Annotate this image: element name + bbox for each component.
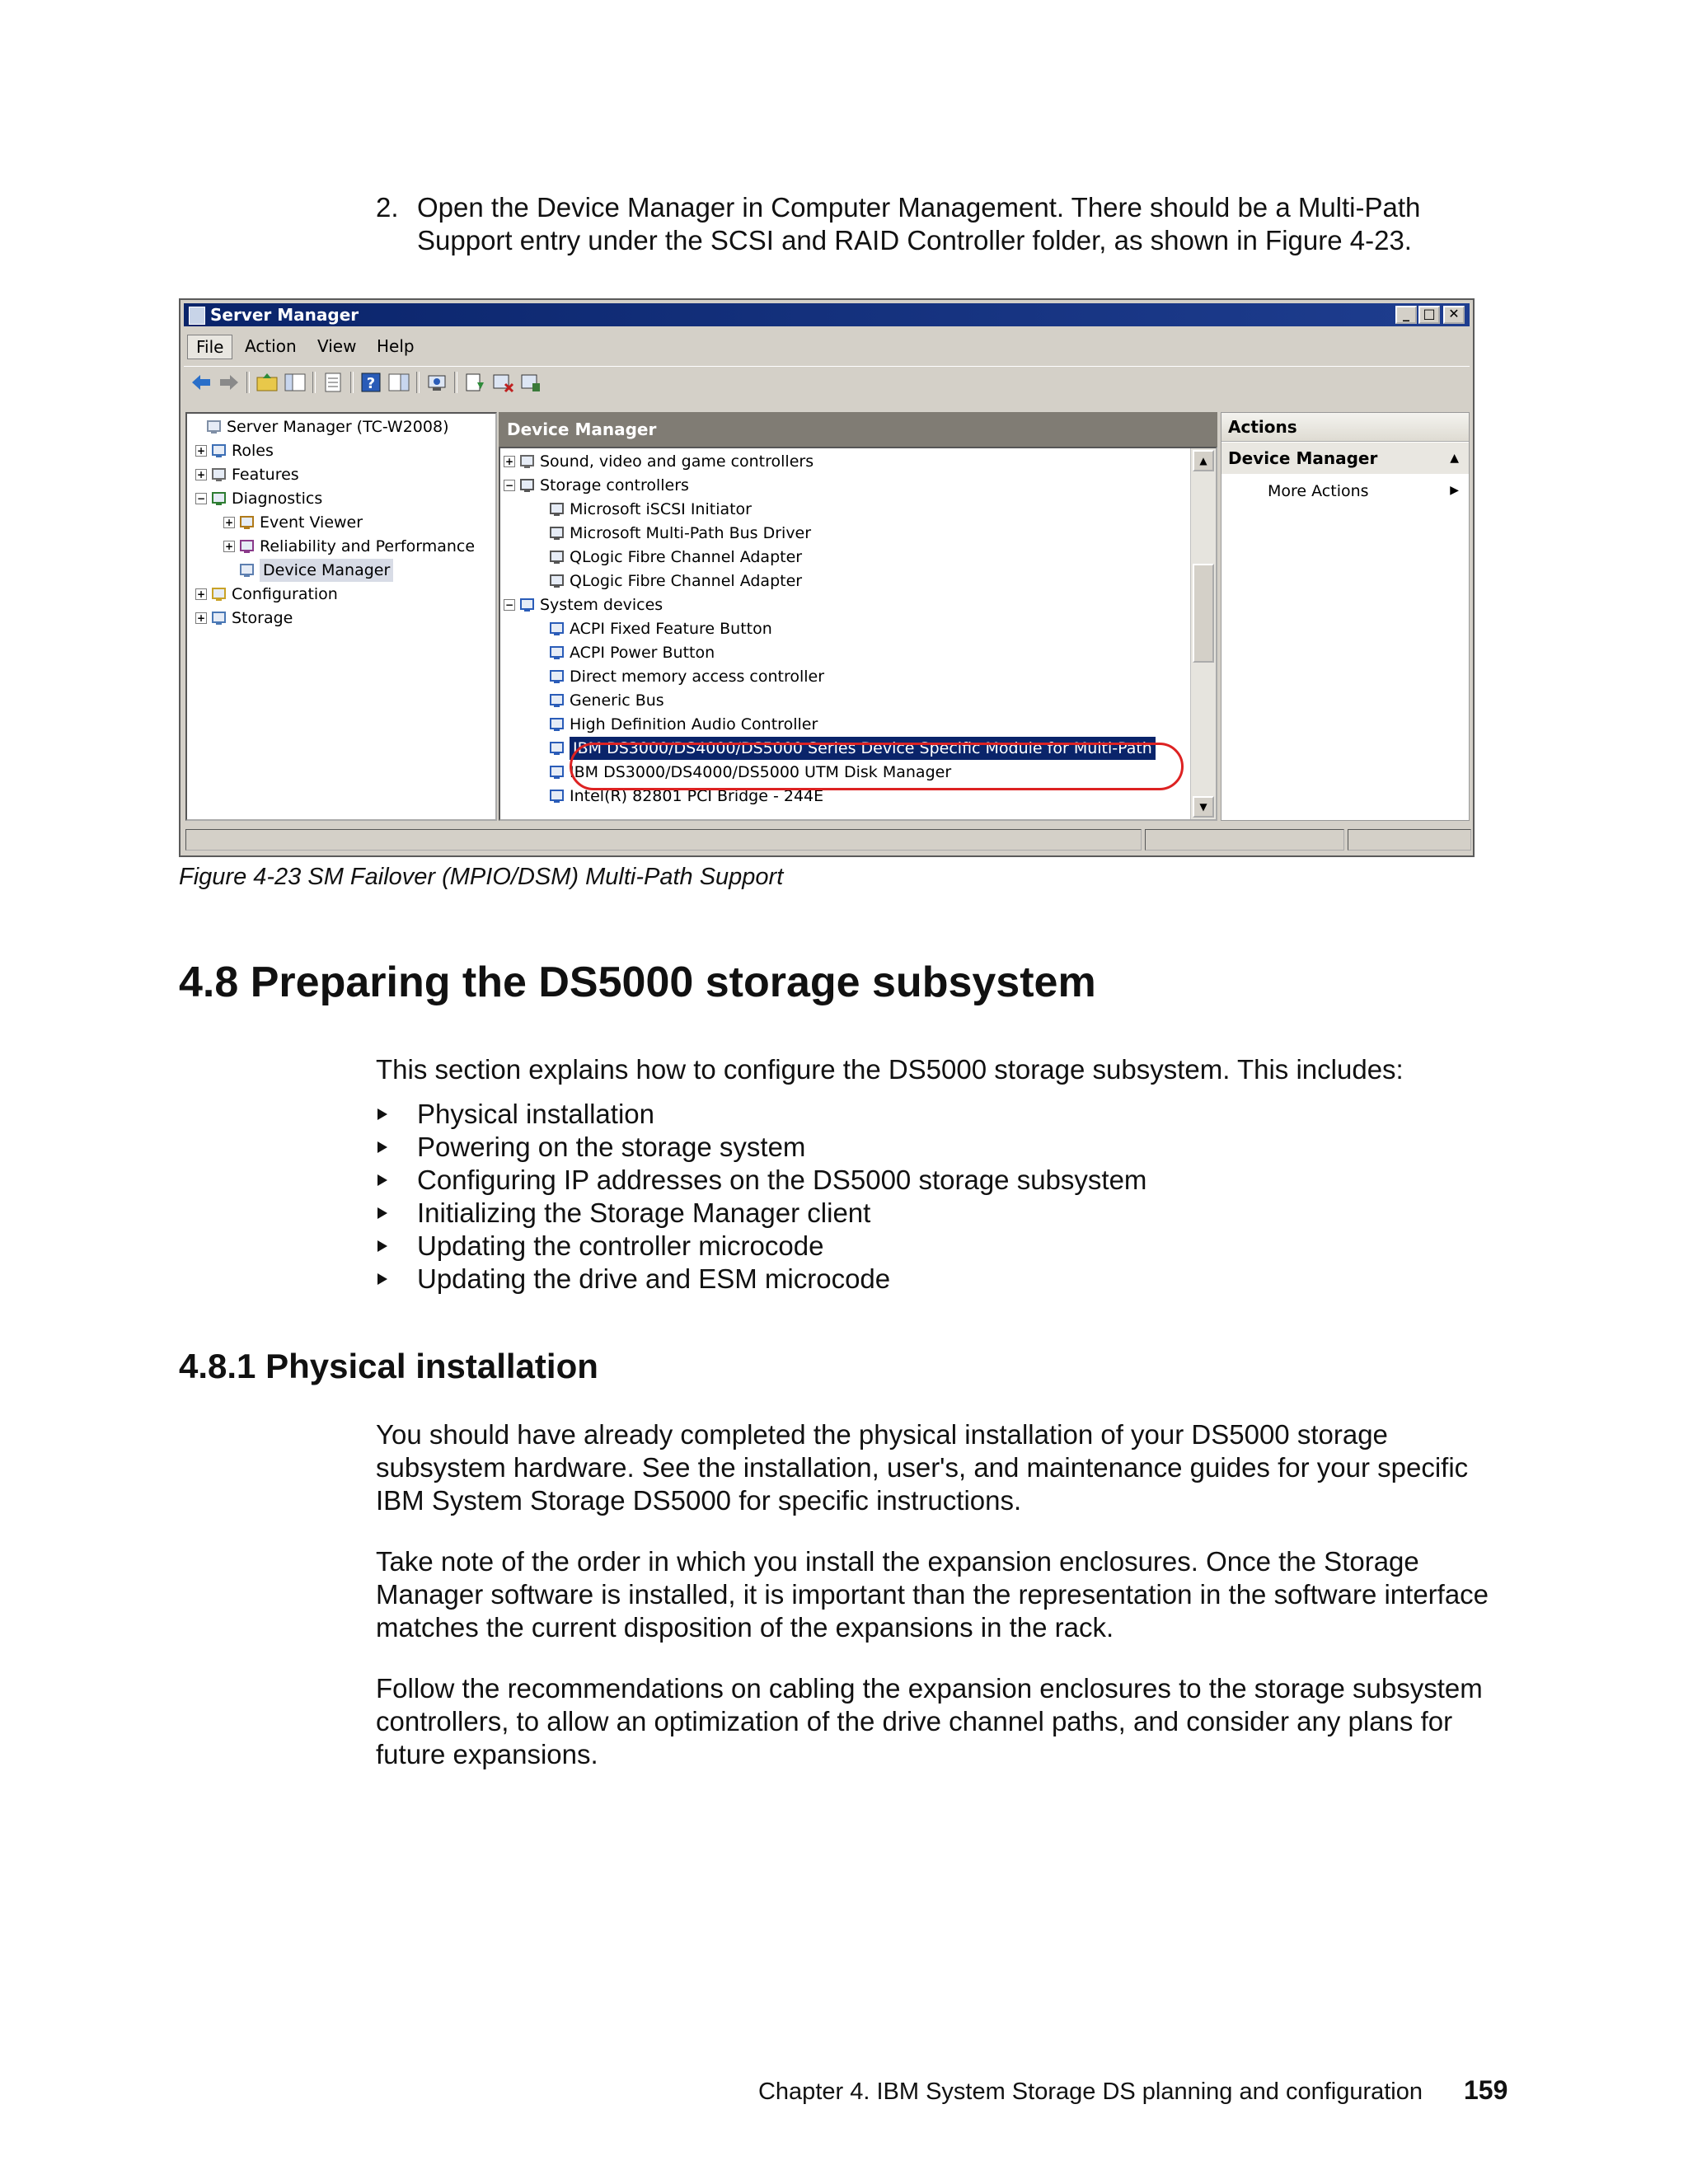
tree-item-label: High Definition Audio Controller	[570, 715, 818, 733]
update-driver-icon[interactable]	[462, 371, 487, 394]
disable-device-icon[interactable]	[490, 371, 515, 394]
system-device-icon	[548, 691, 566, 710]
console-tree-item[interactable]	[227, 415, 448, 438]
menu-file[interactable]: File	[187, 335, 232, 359]
console-tree-item[interactable]	[260, 559, 393, 582]
toolbar	[184, 366, 1470, 398]
close-icon[interactable]: ✕	[1443, 306, 1465, 324]
collapse-icon[interactable]: −	[504, 599, 514, 611]
bullet-list	[376, 1098, 1146, 1296]
scroll-up-icon[interactable]: ▲	[1193, 450, 1214, 471]
tree-item-label: Microsoft iSCSI Initiator	[570, 500, 752, 518]
system-device-icon	[548, 644, 566, 662]
system-device-icon	[548, 668, 566, 686]
expand-icon[interactable]: +	[196, 469, 206, 480]
bullet-triangle-icon	[377, 1141, 387, 1153]
list-item	[376, 1098, 1146, 1131]
tree-item-label: System devices	[540, 596, 663, 614]
tree-item-label: Diagnostics	[232, 490, 323, 508]
actions-title: Actions	[1221, 413, 1469, 442]
console-tree-item[interactable]	[260, 511, 363, 534]
tree-item-label: Storage controllers	[540, 476, 689, 494]
device-tree-item[interactable]	[570, 546, 802, 569]
device-tree-item[interactable]	[570, 713, 818, 736]
tree-item-label: ACPI Power Button	[570, 644, 715, 662]
svg-text:?: ?	[366, 375, 376, 392]
center-pane-header	[499, 412, 1217, 447]
device-tree-item[interactable]	[570, 569, 802, 593]
device-tree-item[interactable]	[570, 522, 811, 545]
system-device-icon	[548, 787, 566, 805]
actions-section-label: Device Manager	[1228, 448, 1378, 468]
up-folder-icon[interactable]	[255, 371, 279, 394]
features-icon	[210, 466, 228, 484]
device-tree-item[interactable]	[540, 474, 689, 497]
tree-item-label: QLogic Fibre Channel Adapter	[570, 548, 803, 566]
tree-item-label: IBM DS3000/DS4000/DS5000 UTM Disk Manager	[570, 763, 952, 781]
tree-item-label: Event Viewer	[260, 513, 363, 532]
list-item-text: Physical installation	[417, 1099, 654, 1129]
device-tree-item[interactable]	[570, 617, 772, 640]
configuration-icon	[210, 585, 228, 603]
list-item-text: Powering on the storage system	[417, 1132, 806, 1162]
minimize-icon[interactable]: _	[1395, 306, 1417, 324]
tree-item-label: Device Manager	[263, 561, 391, 579]
console-tree-item[interactable]	[260, 535, 475, 558]
list-item-text: Initializing the Storage Manager client	[417, 1197, 871, 1228]
actions-section[interactable]	[1221, 443, 1469, 474]
bullet-triangle-icon	[377, 1240, 387, 1252]
tree-item-label: IBM DS3000/DS4000/DS5000 Series Device Specific Module for Multi-Path	[573, 739, 1152, 757]
system-device-icon	[548, 739, 566, 757]
expand-icon[interactable]: +	[224, 541, 234, 552]
maximize-icon[interactable]: □	[1418, 306, 1440, 324]
scroll-thumb[interactable]	[1193, 564, 1214, 663]
storage-controller-icon	[548, 500, 566, 518]
tree-item-label: QLogic Fibre Channel Adapter	[570, 572, 803, 590]
step-text: Open the Device Manager in Computer Management. There should be a Multi-Path Support entry under the SCSI and RAID Controller folder, as shown in Figure 4-23.	[417, 192, 1421, 255]
menu-action[interactable]: Action	[245, 336, 297, 356]
more-actions-item[interactable]	[1268, 482, 1369, 500]
storage-controller-icon	[548, 548, 566, 566]
show-hide-action-pane-icon[interactable]	[387, 371, 411, 394]
scan-hardware-icon[interactable]	[424, 371, 449, 394]
roles-icon	[210, 442, 228, 460]
device-tree-item[interactable]	[570, 641, 715, 664]
tree-item-label: Storage	[232, 609, 293, 627]
highlight-ring	[570, 743, 1184, 790]
figure-caption: Figure 4-23 SM Failover (MPIO/DSM) Multi-Path Support	[179, 864, 784, 890]
tree-item-label: Intel(R) 82801 PCI Bridge - 244E	[570, 787, 824, 805]
console-tree-item[interactable]	[232, 439, 274, 462]
paragraph-2: Take note of the order in which you install the expansion enclosures. Once the Storage Manager software is installed, it is important than the representation in the software interface matches the current disposition of the expansions in the rack.	[376, 1546, 1489, 1643]
collapse-up-icon[interactable]: ▲	[1450, 452, 1459, 465]
show-hide-tree-icon[interactable]	[283, 371, 307, 394]
status-cell-3	[1348, 829, 1471, 851]
list-item-text: Updating the drive and ESM microcode	[417, 1263, 891, 1294]
server-manager-app-icon	[189, 307, 205, 325]
list-item	[376, 1197, 1146, 1230]
device-tree-item[interactable]	[540, 450, 814, 473]
device-manager-icon	[238, 561, 256, 579]
console-tree-item[interactable]	[232, 583, 338, 606]
list-item	[376, 1230, 1146, 1263]
section-heading-4-8: 4.8 Preparing the DS5000 storage subsystem	[179, 958, 1096, 1006]
console-tree-item[interactable]	[232, 487, 322, 510]
system-device-icon	[548, 763, 566, 781]
status-cell-main	[185, 829, 1142, 851]
tree-item-label: Features	[232, 466, 299, 484]
tree-item-label: Microsoft Multi-Path Bus Driver	[570, 524, 812, 542]
system-device-icon	[548, 620, 566, 638]
menu-bar	[184, 330, 1470, 361]
window-title: Server Manager	[210, 305, 359, 325]
tree-item-label: ACPI Fixed Feature Button	[570, 620, 772, 638]
status-bar	[184, 827, 1470, 852]
collapse-icon[interactable]: −	[196, 493, 206, 504]
forward-arrow-icon[interactable]	[217, 371, 241, 394]
speaker-icon	[518, 452, 537, 471]
diagnostics-icon	[210, 490, 228, 508]
menu-help[interactable]: Help	[377, 336, 415, 356]
submenu-arrow-icon[interactable]: ▶	[1450, 484, 1459, 497]
tree-item-label: Configuration	[232, 585, 338, 603]
bullet-triangle-icon	[377, 1174, 387, 1186]
expand-icon[interactable]: +	[196, 612, 206, 624]
page-number: 159	[1464, 2075, 1508, 2105]
console-tree-item[interactable]	[232, 607, 293, 630]
console-tree-item[interactable]	[232, 463, 299, 486]
bullet-triangle-icon	[377, 1273, 387, 1285]
footer-chapter: Chapter 4. IBM System Storage DS planning and configuration	[757, 2079, 1423, 2105]
expand-icon[interactable]: +	[504, 456, 514, 467]
device-tree-item[interactable]	[540, 593, 663, 616]
more-actions-label: More Actions	[1268, 482, 1369, 500]
step-number: 2.	[376, 192, 399, 223]
center-pane-title: Device Manager	[507, 419, 657, 439]
bullet-triangle-icon	[377, 1207, 387, 1219]
scroll-down-icon[interactable]: ▼	[1193, 796, 1214, 818]
console-tree	[185, 412, 497, 821]
list-item-text: Updating the controller microcode	[417, 1230, 824, 1261]
properties-icon[interactable]	[321, 371, 345, 394]
back-arrow-icon[interactable]	[189, 371, 213, 394]
system-device-icon	[518, 596, 537, 614]
section-intro: This section explains how to configure the DS5000 storage subsystem. This includes:	[376, 1054, 1404, 1085]
system-device-icon	[548, 715, 566, 733]
actions-pane	[1221, 412, 1470, 821]
expand-icon[interactable]: +	[196, 445, 206, 457]
tree-item-label: Direct memory access controller	[570, 668, 825, 686]
status-cell-2	[1145, 829, 1344, 851]
paragraph-3: Follow the recommendations on cabling the expansion enclosures to the storage subsystem controllers, to allow an optimization of the drive channel paths, and consider any plans for future expansions.	[376, 1673, 1483, 1769]
menu-view[interactable]: View	[317, 336, 357, 356]
list-item	[376, 1164, 1146, 1197]
device-tree-item[interactable]	[570, 498, 752, 521]
storage-controller-icon	[548, 524, 566, 542]
collapse-icon[interactable]: −	[504, 480, 514, 491]
storage-icon	[210, 609, 228, 627]
expand-icon[interactable]: +	[196, 588, 206, 600]
list-item	[376, 1131, 1146, 1164]
tree-item-label: Sound, video and game controllers	[540, 452, 814, 471]
server-icon	[205, 418, 223, 436]
paragraph-1: You should have already completed the physical installation of your DS5000 storage subsystem hardware. See the installation, user's, and maintenance guides for your specific IBM System Storage DS5000 for specific instructions.	[376, 1419, 1469, 1516]
tree-item-label: Reliability and Performance	[260, 537, 476, 555]
section-heading-4-8-1: 4.8.1 Physical installation	[179, 1347, 598, 1385]
list-item-text: Configuring IP addresses on the DS5000 storage subsystem	[417, 1165, 1147, 1195]
storage-controller-icon	[518, 476, 537, 494]
tree-item-label: Roles	[232, 442, 274, 460]
bullet-triangle-icon	[377, 1108, 387, 1120]
tree-item-label: Server Manager (TC-W2008)	[227, 418, 449, 436]
device-tree-item[interactable]	[570, 689, 664, 712]
device-tree-item[interactable]	[570, 665, 824, 688]
performance-icon	[238, 537, 256, 555]
expand-icon[interactable]: +	[224, 517, 234, 528]
list-item	[376, 1263, 1146, 1296]
help-icon[interactable]	[359, 371, 383, 394]
window-titlebar	[184, 303, 1470, 326]
storage-controller-icon	[548, 572, 566, 590]
event-viewer-icon	[238, 513, 256, 532]
uninstall-device-icon[interactable]	[518, 371, 543, 394]
tree-item-label: Generic Bus	[570, 691, 664, 710]
device-tree-scrollbar[interactable]	[1190, 448, 1216, 819]
